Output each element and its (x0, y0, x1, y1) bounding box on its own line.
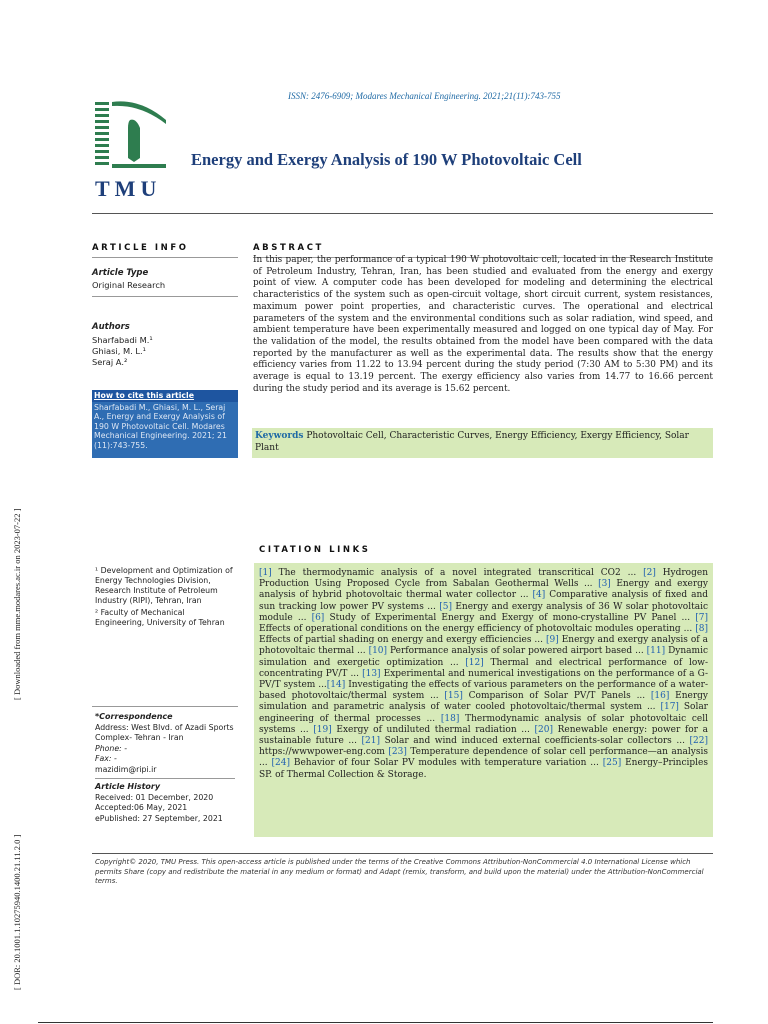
keywords-text: Photovoltaic Cell, Characteristic Curves, Energy Efficiency, Exergy Efficiency, Solar Plant (255, 431, 689, 453)
keywords-label: Keywords (255, 431, 304, 441)
author-2: Ghiasi, M. L.¹ (92, 346, 146, 356)
citation-text: Solar and wind induced external coefficients-solar collectors ... (380, 736, 690, 747)
type-rule (92, 296, 238, 297)
citation-text: Temperature dependence of solar cell performance—an analysis ... (259, 747, 708, 769)
correspondence-email[interactable]: mazidim@ripi.ir (95, 764, 157, 774)
citation-ref-link[interactable]: [10] (368, 646, 388, 657)
abstract-heading: ABSTRACT (253, 243, 324, 253)
citation-text: Effects of partial shading on energy and exergy efficiencies ... (259, 635, 546, 646)
citation-text: Comparison of Solar PV/T Panels ... (462, 691, 651, 702)
downloaded-note[interactable]: [ Downloaded from mme.modares.ac.ir on 2023-07-22 ] (12, 508, 22, 700)
citation-ref-link[interactable]: [1] (259, 568, 272, 578)
citation-ref-link[interactable]: [4] (532, 590, 546, 601)
issn-line: ISSN: 2476-6909; Modares Mechanical Engineering. 2021;21(11):743-755 (288, 91, 561, 101)
citation-links-box (254, 563, 713, 837)
citation-ref-link[interactable]: [13] (362, 668, 381, 679)
citation-ref-link[interactable]: [14] (326, 680, 346, 691)
citation-ref-link[interactable]: [12] (465, 657, 484, 668)
citation-ref-link[interactable]: [23] (388, 747, 407, 758)
citation-ref-link[interactable]: [9] (545, 635, 559, 646)
citation-ref-link[interactable]: [6] (311, 612, 325, 623)
logo-text: TMU (95, 176, 162, 201)
citation-text: Energy and exergy analysis of 36 W solar photovoltaic module ... (259, 601, 708, 623)
author-3: Seraj A.² (92, 357, 128, 367)
article-type-value: Original Research (92, 280, 166, 290)
citation-text: Thermodynamic analysis of solar photovoltaic cell systems ... (259, 713, 708, 735)
citation-text: Dynamic simulation and exergetic optimization ... (259, 646, 708, 668)
citation-text: Energy simulation and parametric analysis of water cooled photovoltaic/thermal system ... (259, 691, 709, 713)
citation-text: Energy and exergy analysis of hybrid photovoltaic thermal water collector ... (259, 579, 708, 601)
citation-ref-link[interactable]: [21] (361, 736, 380, 747)
citation-text: Exergy of undiluted thermal radiation ... (331, 724, 535, 735)
affiliation-2: ² Faculty of Mechanical Engineering, University of Tehran (95, 608, 225, 627)
how-to-cite-box (92, 390, 238, 458)
header-rule (92, 213, 713, 214)
citation-text: Energy–Principles SP. of Thermal Collection & Storage. (259, 758, 708, 780)
page-bottom-rule (38, 1022, 713, 1023)
citation-text: Comparative analysis of fixed and sun tracking low power PV systems ... (259, 590, 708, 612)
affiliations (95, 566, 235, 628)
citation-ref-link[interactable]: [20] (534, 724, 553, 735)
article-info-heading: ARTICLE INFO (92, 243, 189, 253)
author-1: Sharfabadi M.¹ (92, 335, 153, 345)
citation-text: Performance analysis of solar powered airport based ... (387, 646, 647, 657)
citation-text: Behavior of four Solar PV modules with temperature variation ... (289, 758, 603, 769)
citation-ref-link[interactable]: [19] (313, 724, 332, 735)
citation-ref-link[interactable]: [11] (646, 646, 666, 657)
citation-links-heading: CITATION LINKS (259, 545, 371, 555)
paper-title: Energy and Exergy Analysis of 190 W Photovoltaic Cell (191, 150, 582, 169)
how-to-cite-link[interactable]: How to cite this article (92, 390, 238, 402)
tmu-logo (92, 98, 168, 202)
citation-text: Experimental and numerical investigations on the performance of a G-PV/T system ... (259, 668, 708, 691)
history-accepted: Accepted:06 May, 2021 (95, 803, 188, 812)
citation-text: Effects of operational conditions on the energy efficiency of photovoltaic modules operating ... (259, 624, 696, 635)
citation-ref-link[interactable]: [8] (695, 624, 708, 635)
citation-ref-link[interactable]: [3] (598, 579, 611, 590)
correspondence-phone: Phone: - (95, 743, 128, 753)
keywords-box (252, 428, 713, 458)
footer-rule (92, 853, 713, 854)
history-label: Article History (95, 782, 161, 791)
citation-ref-link[interactable]: [24] (271, 758, 290, 769)
correspondence-address: Address: West Blvd. of Azadi Sports Complex- Tehran - Iran (95, 722, 234, 742)
authors-label: Authors (92, 322, 130, 332)
citation-text: Thermal and electrical performance of low-concentrating PV/T ... (259, 657, 708, 679)
citation-text: Investigating the effects of various parameters on the performance of a water-based photovoltaic/thermal system ... (259, 680, 708, 702)
citation-text: Renewable energy: power for a sustainable future ... (259, 724, 708, 747)
citation-ref-link[interactable]: [18] (440, 713, 460, 724)
correspondence-block (95, 712, 235, 824)
article-info-rule (92, 257, 238, 258)
correspondence-rule (92, 706, 238, 707)
citation-ref-link[interactable]: [2] (643, 568, 656, 578)
article-type-label: Article Type (92, 268, 149, 278)
citation-text: Study of Experimental Energy and Exergy of mono-crystalline PV Panel ... (324, 612, 696, 623)
citation-ref-link[interactable]: [17] (660, 702, 679, 713)
citation-ref-link[interactable]: [22] (689, 736, 708, 747)
history-published: ePublished: 27 September, 2021 (95, 813, 223, 823)
citation-ref-link[interactable]: [7] (695, 612, 708, 623)
affiliation-1: ¹ Development and Optimization of Energy Technologies Division, Research Institute of Petroleum Industry (RIPI), Tehran, Iran (95, 566, 233, 605)
history-rule (95, 778, 235, 779)
tmu-emblem-icon (92, 98, 168, 202)
abstract-text: In this paper, the performance of a typical 190 W photovoltaic cell, located in the Research Institute of Petroleum Industry, Tehran, Iran, has been studied and evaluated from the energy and exergy point of view. A computer code has been developed for modeling and determining the electrical characteristics of the system such as open-circuit voltage, short circuit current, system resistances, maximum power point properties, and characteristic curves. The operational and electrical parameters of the system and the environmental conditions such as solar radiation, wind speed, and ambient temperature have been experimentally measured and logged on one typical day of May. For the validation of the model, the results obtained from the model have been compared with the data reported by the manufacturer as well as the experimental data. The results show that the energy efficiency varies from 11.22 to 13.94 percent during the study period (7:30 AM to 5:30 PM) and its average is equal to 13.19 percent. The exergy efficiency also varies from 14.77 to 16.66 percent during the study period and its average is 15.62 percent. (253, 255, 713, 394)
history-received: Received: 01 December, 2020 (95, 792, 214, 802)
correspondence-label: *Correspondence (95, 712, 173, 721)
citation-text: The thermodynamic analysis of a novel integrated transcritical CO2 ... (271, 568, 644, 578)
correspondence-fax: Fax: - (95, 754, 117, 763)
citation-ref-link[interactable]: [5] (439, 601, 452, 612)
citation-ref-link[interactable]: [25] (602, 758, 622, 769)
copyright-notice: Copyright© 2020, TMU Press. This open-access article is published under the terms of the Creative Commons Attribution-NonCommercial 4.0 International License which permits Share (copy and redistribute the material in any medium or format) and Adapt (remix, transform, and build upon the material) under the Attribution-NonCommercial terms. (95, 858, 704, 885)
dor-note[interactable]: [ DOR: 20.1001.1.10275940.1400.21.11.2.0 ] (12, 834, 22, 990)
how-to-cite-text: Sharfabadi M., Ghiasi, M. L., Seraj A., Energy and Exergy Analysis of 190 W Photovoltaic Cell. Modares Mechanical Engineering. 2021; 21 (11):743-755. (94, 402, 227, 450)
citation-text: https://wwwpower-eng.com (259, 747, 389, 758)
citation-ref-link[interactable]: [15] (444, 691, 463, 702)
citation-text: Solar engineering of thermal processes ... (259, 702, 708, 724)
citation-text: Energy and exergy analysis of a photovoltaic thermal ... (259, 635, 708, 657)
citation-text: Hydrogen Production Using Proposed Cycle from Sabalan Geothermal Wells ... (259, 568, 708, 590)
citation-ref-link[interactable]: [16] (650, 691, 670, 702)
